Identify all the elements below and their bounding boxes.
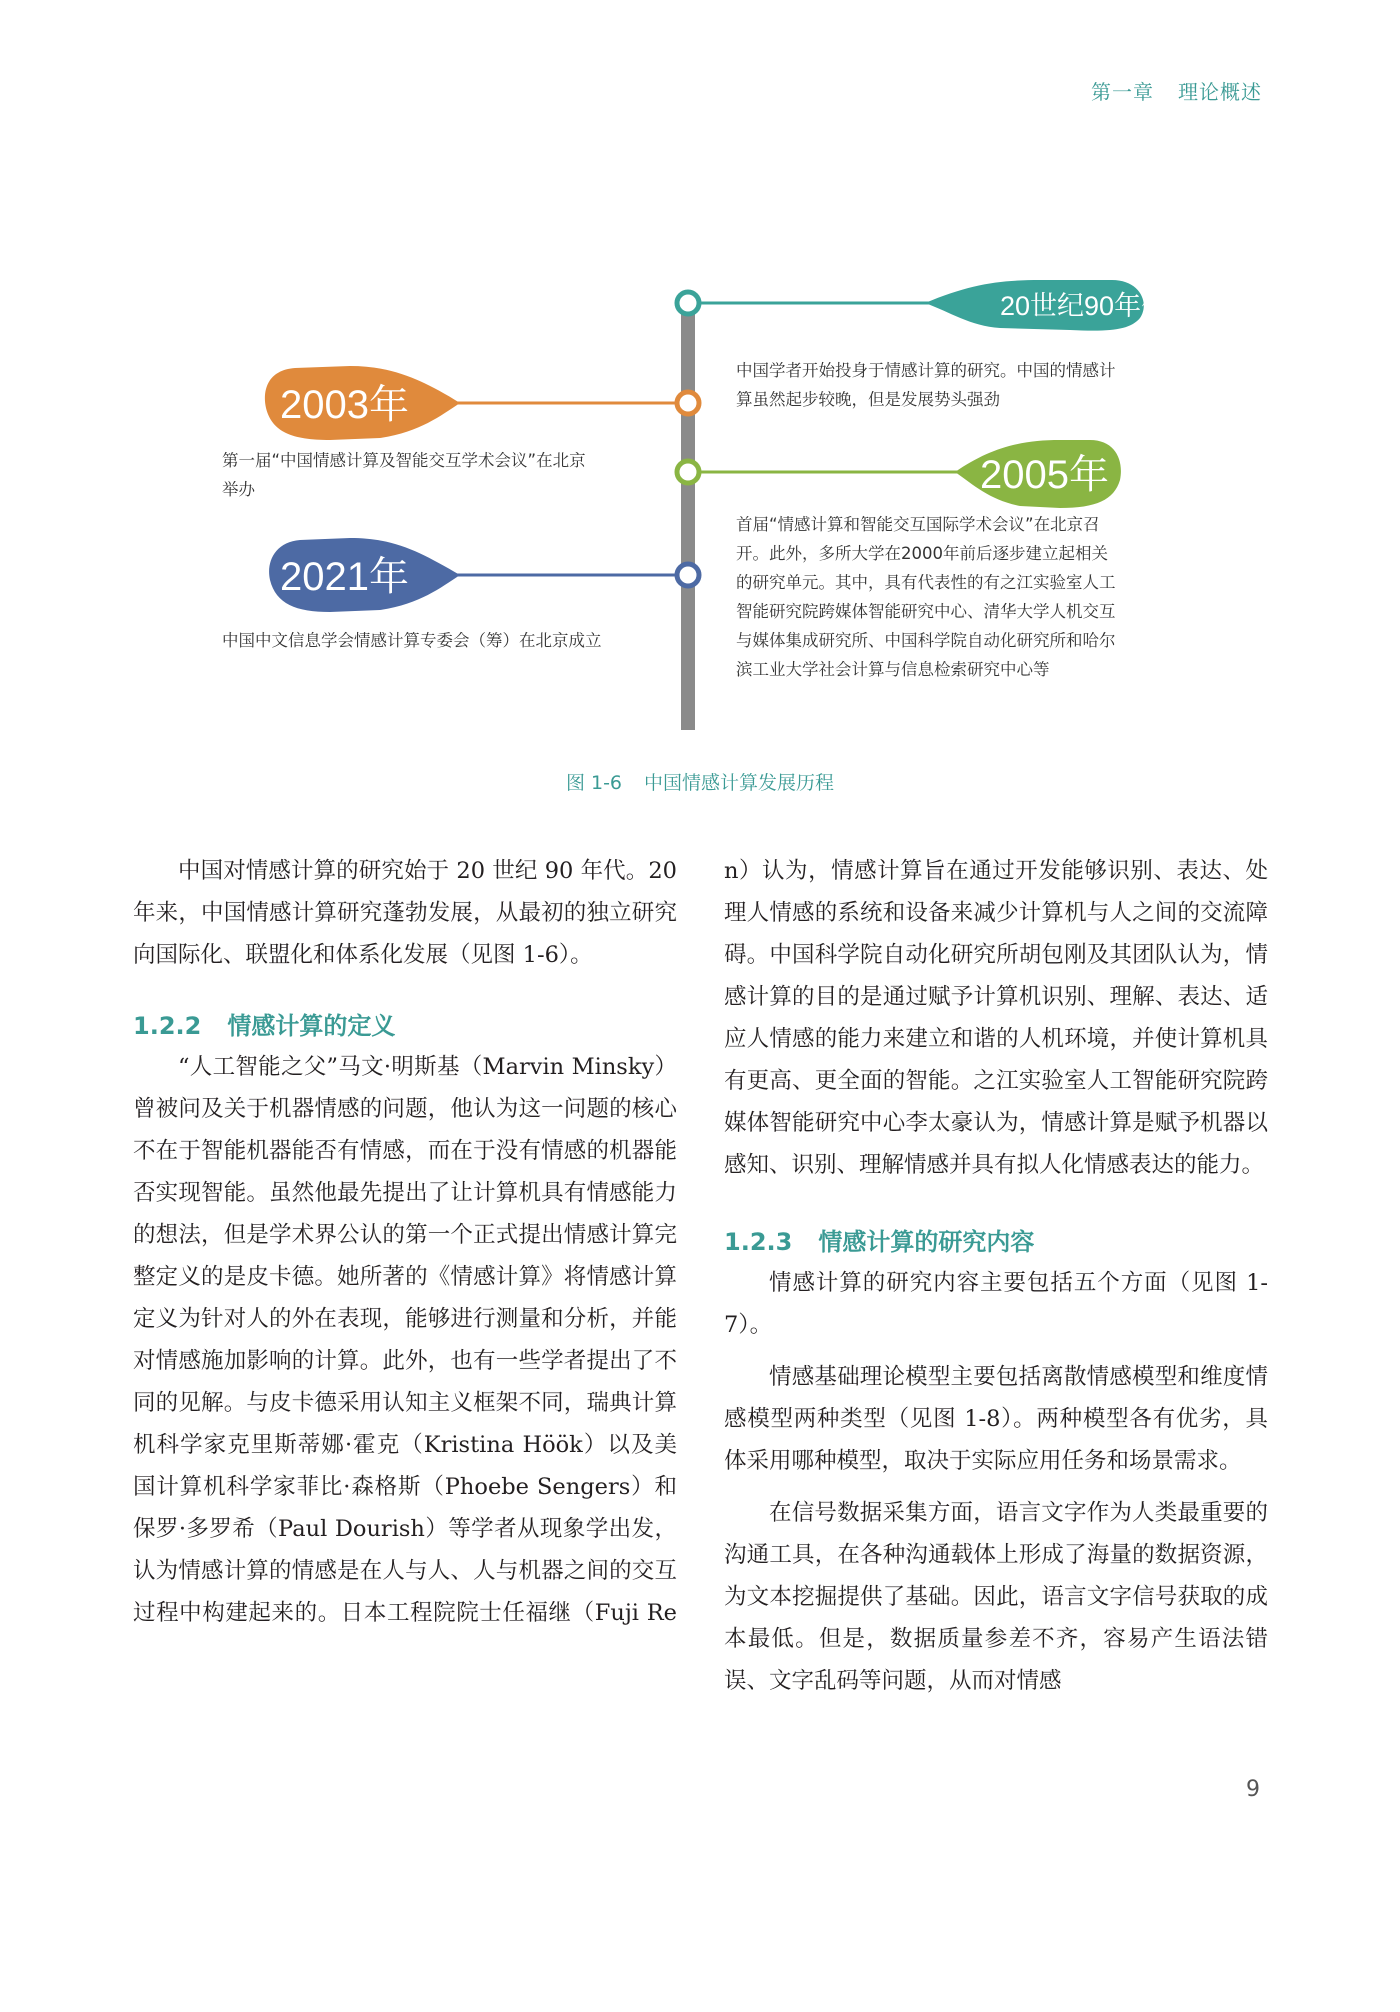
event-text-line: 智能研究院跨媒体智能研究中心、清华大学人机交互: [736, 602, 1116, 621]
section-number: 1.2.3: [724, 1228, 793, 1256]
year-label-2021: 2021年: [280, 555, 409, 599]
event-text-2021: [222, 626, 602, 655]
year-label-2005: 2005年: [980, 453, 1109, 497]
timeline-graphic: [0, 0, 1400, 780]
section-number: 1.2.2: [133, 1012, 202, 1040]
definition-paragraph-text: n）认为，情感计算旨在通过开发能够识别、表达、处理人情感的系统和设备来减少计算机与人之间的交流障碍。中国科学院自动化研究所胡包刚及其团队认为，情感计算的目的是通过赋予计算机识别、理解、表达、适应人情感的能力来建立和谐的人机环境，并使计算机具有更高、更全面的智能。之江实验室人工智能研究院跨媒体智能研究中心李太豪认为，情感计算是赋予机器以感知、识别、理解情感并具有拟人化情感表达的能力。: [724, 858, 1268, 1178]
research-content-paragraph-2: 情感基础理论模型主要包括离散情感模型和维度情感模型两种类型（见图 1-8）。两种模型各有优劣，具体采用哪种模型，取决于实际应用任务和场景需求。: [724, 1364, 1268, 1474]
research-content-paragraph-3: 在信号数据采集方面，语言文字作为人类最重要的沟通工具，在各种沟通载体上形成了海量的数据资源，为文本挖掘提供了基础。因此，语言文字信号获取的成本最低。但是，数据质量参差不齐，容易产生语法错误、文字乱码等问题，从而对情感: [724, 1500, 1268, 1694]
event-text-1990s: [736, 356, 1116, 414]
event-text-2005: [736, 510, 1116, 684]
year-label-1990s: 20世纪90年代: [1000, 291, 1169, 321]
node-2003: [677, 392, 699, 414]
event-text-line: 与媒体集成研究所、中国科学院自动化研究所和哈尔: [736, 631, 1116, 650]
event-text-line: 中国中文信息学会情感计算专委会（筹）在北京成立: [222, 631, 602, 650]
figure-number: 图 1-6: [565, 772, 623, 794]
year-label-2003: 2003年: [280, 383, 409, 427]
figure-caption: [0, 768, 1400, 795]
chapter-title: 理论概述: [1178, 80, 1262, 104]
timeline-spine: [681, 300, 695, 730]
section-heading-1-2-2: [133, 1006, 677, 1046]
event-text-line: 第一届“中国情感计算及智能交互学术会议”在北京: [222, 451, 586, 470]
event-text-2003: [222, 446, 586, 504]
event-text-line: 滨工业大学社会计算与信息检索研究中心等: [736, 660, 1050, 679]
node-1990s: [677, 292, 699, 314]
event-text-line: 中国学者开始投身于情感计算的研究。中国的情感计: [736, 361, 1116, 380]
page-number: 9: [1246, 1777, 1260, 1802]
event-text-line: 算虽然起步较晚，但是发展势头强劲: [736, 390, 1000, 409]
section-title: 情感计算的研究内容: [818, 1228, 1035, 1256]
research-content-paragraph-1: 情感计算的研究内容主要包括五个方面（见图 1-7）。: [724, 1270, 1268, 1338]
figure-title: 中国情感计算发展历程: [644, 772, 835, 794]
intro-paragraph: 中国对情感计算的研究始于 20 世纪 90 年代。20 年来，中国情感计算研究蓬勃发展，从最初的独立研究向国际化、联盟化和体系化发展（见图 1-6）。: [133, 858, 677, 968]
node-2021: [677, 564, 699, 586]
event-text-line: 的研究单元。其中，具有代表性的有之江实验室人工: [736, 573, 1116, 592]
event-text-line: 开。此外，多所大学在2000年前后逐步建立起相关: [736, 544, 1108, 563]
right-column: [724, 850, 1268, 1702]
event-text-line: 首届“情感计算和智能交互国际学术会议”在北京召: [736, 515, 1100, 534]
definition-paragraph-right-part: [724, 850, 1268, 1186]
left-column: [133, 850, 677, 1634]
definition-paragraph-left-part: [133, 1046, 677, 1634]
chapter-label: 第一章: [1091, 80, 1154, 104]
section-title: 情感计算的定义: [227, 1012, 396, 1040]
node-2005: [677, 461, 699, 483]
timeline-figure: [0, 0, 1400, 780]
section-heading-1-2-3: [724, 1222, 1268, 1262]
event-text-line: 举办: [222, 480, 255, 499]
definition-paragraph-text: “人工智能之父”马文·明斯基（Marvin Minsky）曾被问及关于机器情感的问题，他认为这一问题的核心不在于智能机器能否有情感，而在于没有情感的机器能否实现智能。虽然他最先提出了让计算机具有情感能力的想法，但是学术界公认的第一个正式提出情感计算完整定义的是皮卡德。她所著的《情感计算》将情感计算定义为针对人的外在表现，能够进行测量和分析，并能对情感施加影响的计算。此外，也有一些学者提出了不同的见解。与皮卡德采用认知主义框架不同，瑞典计算机科学家克里斯蒂娜·霍克（Kristina Höök）以及美国计算机科学家菲比·森格斯（Phoebe Sengers）和保罗·多罗希（Paul Dourish）等学者从现象学出发，认为情感计算的情感是在人与人、人与机器之间的交互过程中构建起来的。日本工程院院士任福继（Fuji Re: [133, 1054, 677, 1626]
